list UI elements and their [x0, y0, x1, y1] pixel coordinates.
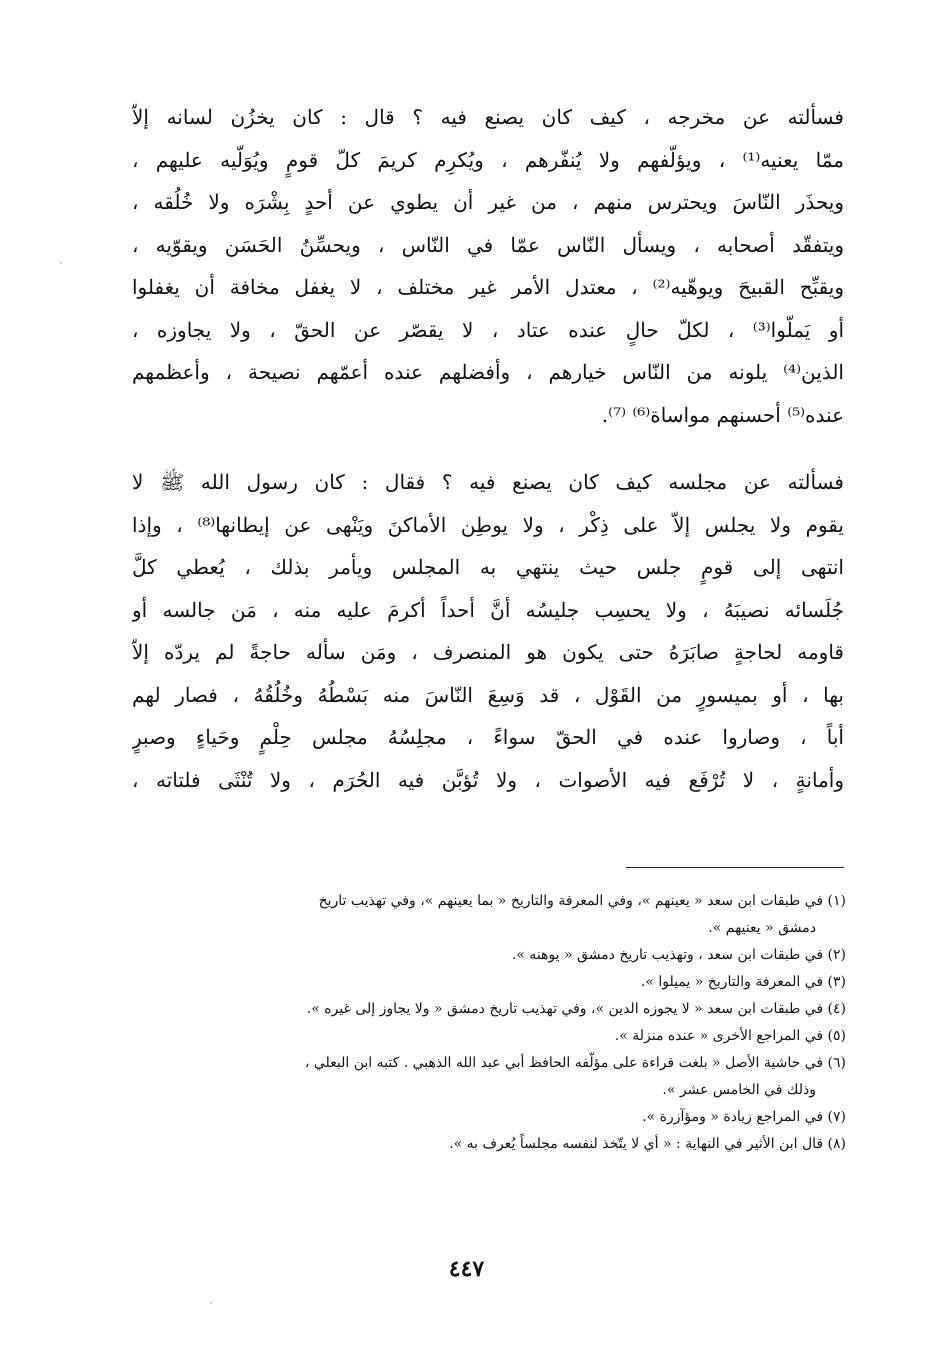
text-line: ويحذَر النّاسَ ويحترس منهم ، من غير أن يطوي عن أحدٍ بِشْرَه ولا خُلُقه ، [132, 190, 844, 214]
footnote-text: (٦) في حاشية الأصل « بلغت قراءة على مؤلّفه الحافظ أبي عبد الله الذهبي . كتبه ابن البعلي ، [304, 1055, 846, 1071]
footnote-text: (٧) في المراجع زيادة « ومؤآزرة ». [642, 1109, 846, 1125]
footnote-text: (١) في طبقات ابن سعد « يعينهم »، وفي المعرفة والتاريخ « بما يعينهم »، وفي تهذيب تاريخ [318, 893, 846, 909]
footnote-text: (٥) في المراجع الأخرى « عنده منزلة ». [614, 1028, 846, 1044]
text-line: بها ، أو بميسورٍ من القَوْل ، قد وَسِعَ النّاسَ منه بَسْطُهُ وخُلُقُهُ ، فصار لهم [132, 682, 844, 707]
footnote-continuation: دمشق « يعنيهم ». [708, 920, 816, 936]
text-line: ويقبِّح القبيحَ ويوهّيه⁽²⁾ ، معتدل الأمر غير مختلف ، لا يغفل مخافة أن يغفلوا [132, 275, 844, 299]
paragraph-2 [132, 461, 844, 801]
footnote-text: (٨) قال ابن الأثير في النهاية : « أي لا يتّخذ لنفسه مجلساً يُعرف به ». [449, 1136, 846, 1152]
text-line: أباً ، وصاروا عنده في الحقّ سواءً ، مجلِسُهُ مجلس حِلْمٍ وحَياءٍ وصبرٍ [132, 725, 844, 749]
footnote-3 [130, 969, 846, 996]
text-line: يقوم ولا يجلس إلاّ على ذِكْر ، ولا يوطِن الأماكنَ ويَنْهى عن إيطانها⁽⁸⁾ ، وإذا [132, 512, 844, 537]
text-line: فسألته عن مجلسه كيف كان يصنع فيه ؟ فقال : كان رسول الله ﷺ لا [132, 470, 844, 494]
footnote-text: (٢) في طبقات ابن سعد ، وتهذيب تاريخ دمشق « يوهنه ». [511, 947, 846, 963]
page-number: ٤٤٧ [448, 1256, 485, 1282]
text-line: عنده⁽⁵⁾ أحسنهم مواساة⁽⁶⁾ ⁽⁷⁾. [601, 402, 844, 427]
footnote-continuation: وذلك في الخامس عشر ». [662, 1082, 816, 1098]
text-line: أو يَملّوا⁽³⁾ ، لكلّ حالٍ عنده عتاد ، لا يقصّر عن الحقّ ، ولا يجاوزه ، [132, 317, 844, 342]
footnote-4 [130, 996, 846, 1023]
text-line: الذين⁽⁴⁾ يلونه من النّاس خيارهم ، وأفضلهم عنده أعمّهم نصيحة ، وأعظمهم [132, 360, 844, 384]
footnote-6 [130, 1050, 846, 1104]
text-line: انتهى إلى قومٍ جلس حيث ينتهي به المجلس ويأمر بذلك ، يُعطي كلَّ [132, 555, 844, 579]
footnote-divider [626, 867, 844, 868]
footnote-5 [130, 1023, 846, 1050]
footnote-1 [130, 888, 846, 942]
text-line: قاومه لحاجةٍ صابَرَهُ حتى يكون هو المنصرف ، ومَن سأله حاجةً لم يردّه إلاّ [132, 640, 844, 664]
text-line: ويتفقّد أصحابه ، ويسأل النّاس عمّا في النّاس ، ويحسِّنُ الحَسَن ويقوّيه ، [132, 232, 844, 257]
scan-speck [210, 1302, 212, 1304]
footnote-text: (٤) في طبقات ابن سعد « لا يجوزه الدين »، وفي تهذيب تاريخ دمشق « ولا يجاوز إلى غيره ». [306, 1001, 846, 1017]
scan-speck [60, 262, 62, 264]
text-line: ممّا يعنيه⁽¹⁾ ، ويؤلّفهم ولا يُنفّرهم ، ويُكرِم كريمَ كلّ قومٍ ويُوَلّيه عليهم ، [132, 147, 844, 172]
footnote-8 [130, 1131, 846, 1158]
footnotes [130, 888, 846, 1158]
text-line: وأمانةٍ ، لا تُرْفَع فيه الأصوات ، ولا تُؤبَّن فيه الحُرَم ، ولا تُنْثَى فلتاته ، [132, 767, 844, 792]
paragraph-1 [132, 96, 844, 436]
footnote-text: (٣) في المعرفة والتاريخ « يميلوا ». [640, 974, 846, 990]
text-line: جُلَسائه نصيبَهُ ، ولا يحسِب جليسُه أنَّ أحداً أكرمَ عليه منه ، مَن جالسه أو [132, 597, 844, 622]
footnote-2 [130, 942, 846, 969]
footnote-7 [130, 1104, 846, 1131]
main-text [132, 96, 844, 801]
text-line: فسألته عن مخرجه ، كيف كان يصنع فيه ؟ قال : كان يخزُن لسانه إلاّ [132, 105, 844, 129]
